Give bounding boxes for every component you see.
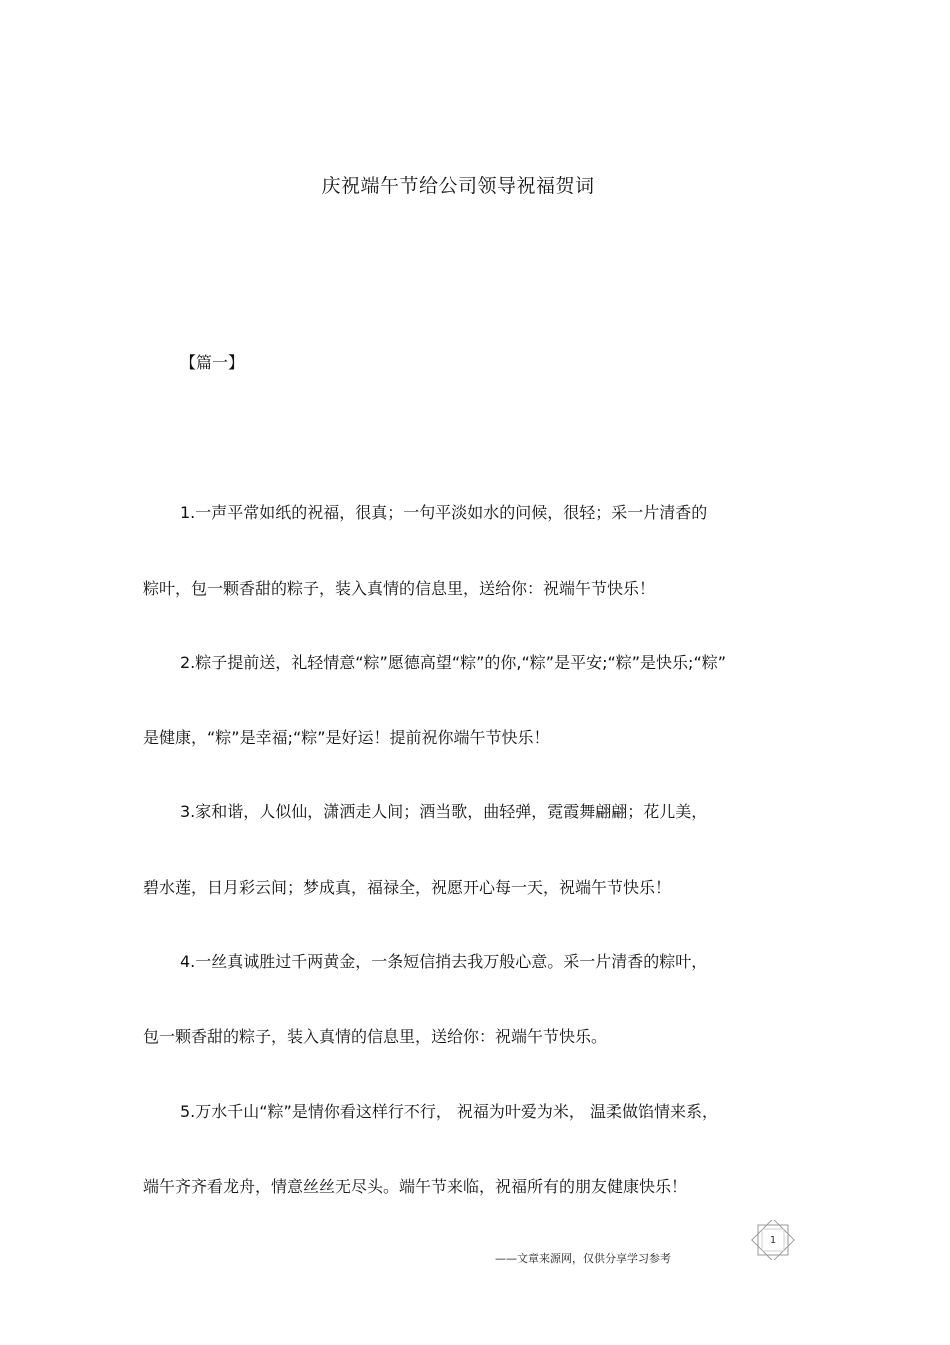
paragraph-2-line-2: 是健康，“粽”是幸福;“粽”是好运！提前祝你端午节快乐！ [143,728,550,747]
paragraph-3-line-1: 3.家和谐，人似仙，潇洒走人间；酒当歌，曲轻弹，霓霞舞翩翩；花儿美， [180,802,708,821]
paragraph-1-line-1: 1.一声平常如纸的祝福，很真；一句平淡如水的问候，很轻；采一片清香的 [180,503,708,522]
paragraph-5-line-1: 5.万水千山“粽”是情你看这样行不行， 祝福为叶爱为米， 温柔做馅情来系， [180,1102,719,1121]
paragraph-4-line-2: 包一颗香甜的粽子，装入真情的信息里，送给你：祝端午节快乐。 [143,1027,608,1046]
page-number: 1 [769,1235,777,1246]
paragraph-2-line-1: 2.粽子提前送，礼轻情意“粽”愿德高望“粽”的你,“粽”是平安;“粽”是快乐;“粽” [180,653,727,672]
footer-source-note: ——文章来源网，仅供分享学习参考 [495,1252,671,1265]
paragraph-3-line-2: 碧水莲，日月彩云间；梦成真，福禄全，祝愿开心每一天，祝端午节快乐！ [143,878,672,897]
paragraph-5-line-2: 端午齐齐看龙舟，情意丝丝无尽头。端午节来临，祝福所有的朋友健康快乐！ [143,1177,688,1196]
page-title: 庆祝端午节给公司领导祝福贺词 [321,175,595,197]
section-heading: 【篇一】 [180,353,245,372]
page-number-badge [749,1220,797,1260]
paragraph-4-line-1: 4.一丝真诚胜过千两黄金，一条短信捎去我万般心意。采一片清香的粽叶， [180,952,708,971]
paragraph-1-line-2: 粽叶，包一颗香甜的粽子，装入真情的信息里，送给你：祝端午节快乐！ [143,579,656,598]
